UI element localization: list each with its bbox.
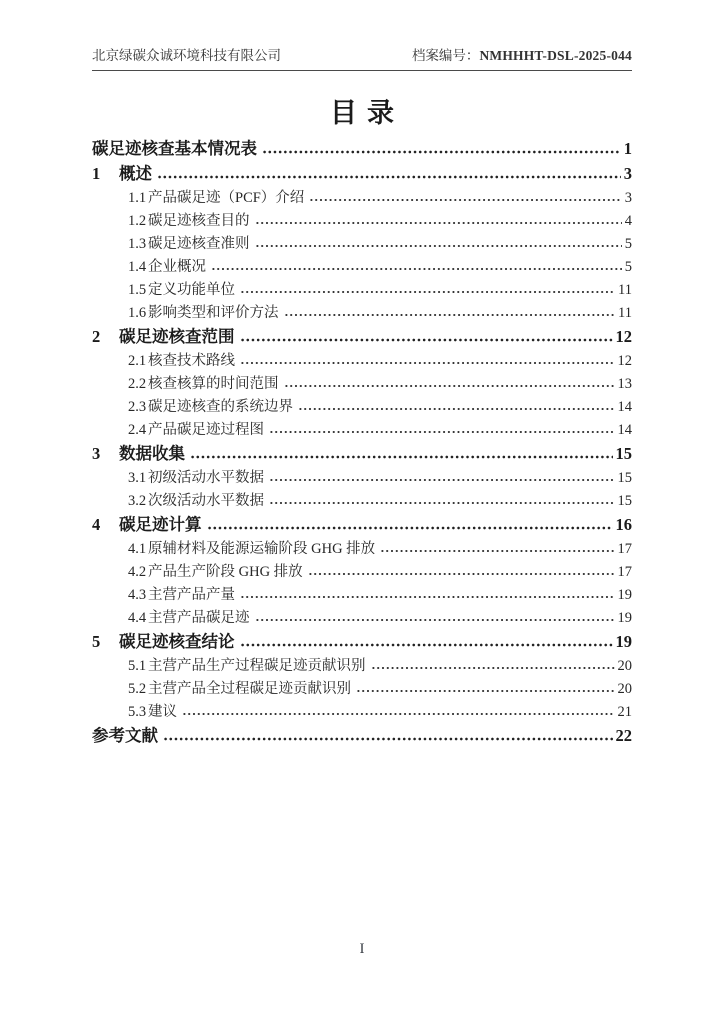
toc-entry	[92, 604, 632, 627]
toc-entry-label: 数据收集	[119, 444, 185, 463]
toc-entry	[92, 230, 632, 253]
toc-entry-number: 1	[92, 164, 101, 183]
toc-entry-number: 4.4	[128, 610, 147, 626]
toc-leader-dots	[190, 454, 613, 460]
toc-leader-dots	[182, 711, 615, 717]
toc-leader-dots	[262, 149, 621, 155]
toc-entry-page: 20	[617, 658, 632, 674]
toc-entry-number: 3.1	[128, 470, 147, 486]
toc-entry-page: 19	[617, 610, 632, 626]
toc-entry-page: 16	[615, 515, 632, 534]
document-header	[92, 44, 632, 71]
toc-leader-dots	[269, 429, 615, 435]
toc-leader-dots	[163, 736, 613, 742]
toc-leader-dots	[298, 406, 615, 412]
toc-leader-dots	[371, 665, 615, 671]
toc-entry-page: 3	[623, 164, 632, 183]
toc-entry	[92, 416, 632, 439]
toc-entry-number: 2.2	[128, 376, 147, 392]
toc-entry-page: 17	[617, 564, 632, 580]
toc-entry-label: 碳足迹核查目的	[148, 213, 250, 229]
toc-entry-label: 主营产品碳足迹	[148, 610, 250, 626]
toc-leader-dots	[157, 174, 621, 180]
toc-entry	[92, 675, 632, 698]
toc-entry	[92, 276, 632, 299]
toc-entry-page: 15	[617, 493, 632, 509]
toc-entry-number: 3	[92, 444, 101, 463]
toc-entry-page: 14	[617, 422, 632, 438]
toc-leader-dots	[240, 642, 613, 648]
toc-entry-label: 碳足迹核查准则	[148, 236, 250, 252]
toc-entry-label: 产品生产阶段 GHG 排放	[148, 564, 303, 580]
toc-leader-dots	[380, 548, 614, 554]
toc-leader-dots	[255, 220, 622, 226]
toc-entry-label: 影响类型和评价方法	[148, 305, 279, 321]
toc-entry-number: 4.3	[128, 587, 147, 603]
toc-entry-number: 1.3	[128, 236, 147, 252]
toc-entry-number: 2.4	[128, 422, 147, 438]
file-number: NMHHHT-DSL-2025-044	[479, 48, 632, 63]
toc-entry-number: 1.4	[128, 259, 147, 275]
file-number-group	[412, 44, 632, 64]
toc-entry-label: 产品碳足迹过程图	[148, 422, 264, 438]
toc-leader-dots	[255, 243, 622, 249]
toc-entry-label: 碳足迹核查范围	[119, 327, 235, 346]
toc-entry-label: 定义功能单位	[148, 282, 235, 298]
toc-entry-page: 13	[617, 376, 632, 392]
toc-leader-dots	[284, 383, 615, 389]
toc-leader-dots	[240, 360, 615, 366]
toc-leader-dots	[284, 312, 616, 318]
toc-entry	[92, 184, 632, 207]
toc-entry-page: 5	[624, 236, 632, 252]
toc-entry	[92, 698, 632, 721]
toc-entry-label: 初级活动水平数据	[148, 470, 264, 486]
toc-entry	[92, 510, 632, 535]
toc-entry-number: 5	[92, 632, 101, 651]
toc-entry	[92, 370, 632, 393]
toc-entry-page: 14	[617, 399, 632, 415]
toc-entry-page: 1	[623, 139, 632, 158]
toc-entry-number: 2.1	[128, 353, 147, 369]
page-title: 目录	[330, 98, 404, 128]
toc-entry-label: 次级活动水平数据	[148, 493, 264, 509]
toc-entry-number: 5.2	[128, 681, 147, 697]
toc-entry	[92, 159, 632, 184]
toc-entry-label: 碳足迹核查结论	[119, 632, 235, 651]
toc-entry	[92, 347, 632, 370]
toc-entry-page: 11	[618, 282, 632, 298]
toc-entry	[92, 464, 632, 487]
toc-entry	[92, 207, 632, 230]
toc-entry-page: 4	[624, 213, 632, 229]
toc-leader-dots	[240, 594, 615, 600]
toc-entry	[92, 299, 632, 322]
toc-entry-number: 2	[92, 327, 101, 346]
toc-leader-dots	[240, 289, 615, 295]
toc-entry	[92, 487, 632, 510]
toc-leader-dots	[356, 688, 615, 694]
toc-leader-dots	[308, 571, 615, 577]
toc-entry-page: 11	[618, 305, 632, 321]
toc-entry-label: 参考文献	[92, 726, 158, 745]
toc-entry-number: 1.2	[128, 213, 147, 229]
toc-entry	[92, 393, 632, 416]
toc-entry	[92, 652, 632, 675]
toc-entry	[92, 535, 632, 558]
toc-entry-page: 5	[624, 259, 632, 275]
toc-entry-page: 3	[624, 190, 632, 206]
table-of-contents	[92, 134, 632, 746]
toc-entry	[92, 253, 632, 276]
toc-entry	[92, 439, 632, 464]
company-name: 北京绿碳众诚环境科技有限公司	[92, 48, 281, 63]
toc-leader-dots	[309, 197, 621, 203]
toc-entry-number: 1.5	[128, 282, 147, 298]
toc-leader-dots	[207, 525, 613, 531]
toc-entry-page: 19	[617, 587, 632, 603]
toc-entry-label: 核查技术路线	[148, 353, 235, 369]
toc-entry-label: 概述	[119, 164, 152, 183]
toc-entry-label: 碳足迹核查基本情况表	[92, 139, 257, 158]
toc-entry-page: 12	[617, 353, 632, 369]
toc-entry	[92, 627, 632, 652]
toc-leader-dots	[269, 500, 615, 506]
toc-entry-page: 21	[617, 704, 632, 720]
toc-entry-page: 15	[617, 470, 632, 486]
toc-entry-label: 企业概况	[148, 259, 206, 275]
toc-entry-page: 20	[617, 681, 632, 697]
page-footer	[0, 941, 724, 958]
toc-entry-number: 3.2	[128, 493, 147, 509]
toc-entry-page: 19	[615, 632, 632, 651]
file-number-label: 档案编号：	[411, 48, 480, 63]
toc-entry	[92, 721, 632, 746]
toc-entry-page: 17	[617, 541, 632, 557]
toc-entry-label: 碳足迹计算	[119, 515, 202, 534]
toc-entry-number: 2.3	[128, 399, 147, 415]
toc-leader-dots	[269, 477, 615, 483]
toc-entry-label: 主营产品产量	[148, 587, 235, 603]
toc-entry-number: 5.3	[128, 704, 147, 720]
page-number: I	[359, 941, 365, 957]
toc-entry-number: 1.1	[128, 190, 147, 206]
toc-entry-number: 5.1	[128, 658, 147, 674]
toc-entry-label: 核查核算的时间范围	[148, 376, 279, 392]
toc-entry-page: 12	[615, 327, 632, 346]
toc-entry-number: 4.1	[128, 541, 147, 557]
toc-entry-number: 4.2	[128, 564, 147, 580]
toc-leader-dots	[211, 266, 622, 272]
toc-leader-dots	[240, 337, 613, 343]
toc-entry-page: 15	[615, 444, 632, 463]
toc-entry-page: 22	[615, 726, 632, 745]
toc-entry-label: 主营产品生产过程碳足迹贡献识别	[148, 658, 366, 674]
toc-entry-label: 主营产品全过程碳足迹贡献识别	[148, 681, 351, 697]
toc-entry-label: 原辅材料及能源运输阶段 GHG 排放	[148, 541, 376, 557]
toc-entry-number: 4	[92, 515, 101, 534]
toc-entry	[92, 134, 632, 159]
toc-leader-dots	[255, 617, 615, 623]
toc-entry	[92, 558, 632, 581]
toc-entry	[92, 322, 632, 347]
toc-entry-label: 建议	[148, 704, 177, 720]
toc-entry-label: 产品碳足迹（PCF）介绍	[148, 190, 305, 206]
toc-entry-label: 碳足迹核查的系统边界	[148, 399, 293, 415]
toc-entry	[92, 581, 632, 604]
toc-entry-number: 1.6	[128, 305, 147, 321]
